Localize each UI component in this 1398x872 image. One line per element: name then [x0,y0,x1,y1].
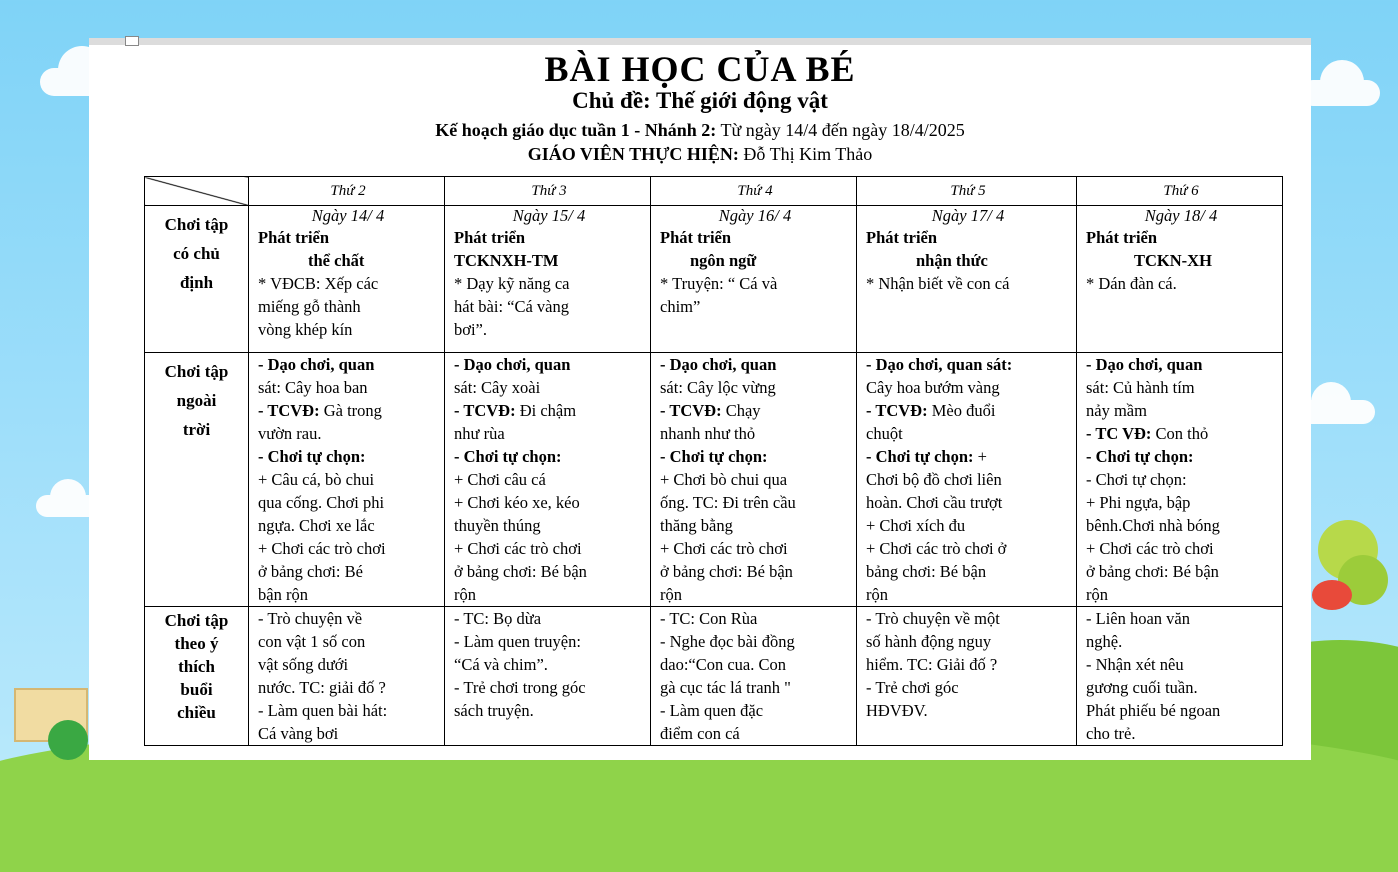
cell-text: - TCVĐ: [258,401,320,420]
cell-text: - TC VĐ: [1086,424,1152,443]
cell-text: sát: [454,378,477,397]
cell-line: - Dạo chơi, quan sát: [866,355,1013,374]
area-label: Phát triển [866,228,938,247]
cell-line: - Nhận xét nêu [1086,655,1184,674]
cell-line: * Truyện: “ Cá và [660,274,778,293]
cell-line: con vật 1 số con [258,632,366,651]
area-label: thể chất [308,251,365,270]
cell-line: “Cá và chim”. [454,655,548,674]
cell-line: - Trẻ chơi trong góc [454,678,586,697]
cell-text: Cây hoa ban [280,378,368,397]
cell-text: Gà trong [319,401,382,420]
cell-line: như rùa [454,424,505,443]
cell-line: - Trẻ chơi góc [866,678,959,697]
area-label: ngôn ngữ [690,251,757,270]
table-row [145,206,1283,353]
cell-line: - Chơi tự chọn: [1086,470,1187,489]
table-cell [445,607,651,746]
cell-line: - Chơi tự chọn: [454,447,562,466]
cell-line: + Chơi các trò chơi [258,539,386,558]
cell-text: Con thỏ [1151,424,1209,443]
cell-line: gương cuối tuần. [1086,678,1198,697]
table-cell [651,607,857,746]
cell-line: * Dán đàn cá. [1086,274,1177,293]
row-header-line: Chơi tập [164,611,229,630]
table-cell [1077,353,1283,607]
area-label: TCKN-XH [1134,251,1212,270]
date-label: Ngày 14/ 4 [311,206,385,225]
cell-line: HĐVĐV. [866,701,928,720]
cell-line: - TC: Bọ dừa [454,609,542,628]
cloud-decoration [1300,80,1380,106]
page-edge [89,38,1311,45]
cell-line: rộn [1086,585,1108,604]
cell-line: - Chơi tự chọn: [1086,447,1194,466]
cell-line: qua cống. Chơi phi [258,493,385,512]
cell-line: + Chơi bò chui qua [660,470,788,489]
table-cell [651,353,857,607]
table-cell [445,353,651,607]
table-row [145,353,1283,607]
row-header-line: buổi [180,680,213,699]
teacher-label: GIÁO VIÊN THỰC HIỆN: [527,144,739,164]
cell-line: nhanh như thỏ [660,424,756,443]
cell-line: Chơi bộ đồ chơi liên [866,470,1002,489]
anchor-icon [125,36,139,46]
cell-line: + Câu cá, bò chui [258,470,375,489]
cell-line: + Chơi các trò chơi [1086,539,1214,558]
area-label: Phát triển [660,228,732,247]
cell-line: - Trò chuyện về [258,609,363,628]
cell-line: sách truyện. [454,701,534,720]
date-label: Ngày 16/ 4 [718,206,792,225]
date-label: Ngày 18/ 4 [1144,206,1218,225]
cell-line: + Chơi các trò chơi [454,539,582,558]
cell-line: ngựa. Chơi xe lắc [258,516,375,535]
cell-text: sát: [1086,378,1109,397]
table-cell [249,607,445,746]
cell-line: nước. TC: giải đố ? [258,678,386,697]
row-header [145,353,249,607]
cell-line: vật sống dưới [258,655,349,674]
row-header-line: theo ý [174,634,219,653]
cell-line: - Làm quen đặc [660,701,764,720]
row-header-line: trời [182,420,211,439]
table-cell [857,607,1077,746]
cell-text: + [973,447,987,466]
cell-line: hoàn. Chơi cầu trượt [866,493,1003,512]
area-label: Phát triển [1086,228,1158,247]
cell-line: ở bảng chơi: Bé bận [454,562,587,581]
cell-line: Phát phiếu bé ngoan [1086,701,1221,720]
table-cell [857,206,1077,353]
cell-line: ở bảng chơi: Bé [258,562,363,581]
cell-text: - TCVĐ: [866,401,928,420]
day-header: Thứ 4 [651,177,857,206]
cell-text: - TCVĐ: [660,401,722,420]
row-header-line: có chủ [173,244,220,263]
plan-line [89,120,1311,141]
cell-line: Cây hoa bướm vàng [866,378,1000,397]
page-subtitle: Chủ đề: Thế giới động vật [572,88,828,113]
cell-text: sát: [258,378,281,397]
cell-line: - Dạo chơi, quan [1086,355,1203,374]
cell-line: Cá vàng bơi [258,724,339,743]
cell-text: Mèo đuổi [927,401,996,420]
date-label: Ngày 17/ 4 [931,206,1005,225]
cell-line: ống. TC: Đi trên cầu [660,493,796,512]
area-label: Phát triển [454,228,526,247]
cell-line: * Dạy kỹ năng ca [454,274,570,293]
cell-line: rộn [454,585,476,604]
cell-line: bận rộn [258,585,308,604]
cell-line: điểm con cá [660,724,740,743]
cell-line: - Chơi tự chọn: [660,447,768,466]
cell-text: sát: [660,378,683,397]
tree-decoration [1312,580,1352,610]
cell-line: + Chơi xích đu [866,516,966,535]
row-header-line: Chơi tập [164,215,229,234]
cell-line: + Chơi câu cá [454,470,546,489]
cell-line: + Chơi các trò chơi ở [866,539,1007,558]
cell-line: - TC: Con Rùa [660,609,758,628]
teacher-line [89,144,1311,165]
cell-line: bảng chơi: Bé bận [866,562,987,581]
cell-line: - Dạo chơi, quan [660,355,777,374]
cell-line: + Chơi các trò chơi [660,539,788,558]
cell-line: * Nhận biết về con cá [866,274,1010,293]
cell-line: - Làm quen bài hát: [258,701,388,720]
cell-line: rộn [866,585,888,604]
row-header-line: định [179,273,214,292]
table-row [145,607,1283,746]
row-header-line: Chơi tập [164,362,229,381]
day-header: Thứ 5 [857,177,1077,206]
plan-label: Kế hoạch giáo dục tuần 1 - Nhánh 2: [435,120,717,140]
cell-text: Chạy [721,401,761,420]
table-cell [1077,607,1283,746]
bush-decoration [48,720,88,760]
plan-dates: Từ ngày 14/4 đến ngày 18/4/2025 [720,120,965,140]
row-header-line: chiều [177,703,216,722]
table-cell [651,206,857,353]
cell-line: - Chơi tự chọn: [258,447,366,466]
row-header [145,607,249,746]
table-cell [249,353,445,607]
cell-line: - Liên hoan văn [1086,609,1191,628]
row-header-line: ngoài [176,391,217,410]
cell-line: * VĐCB: Xếp các [258,274,379,293]
table-cell [445,206,651,353]
cell-line: ở bảng chơi: Bé bận [660,562,793,581]
cell-line: hiểm. TC: Giải đố ? [866,655,998,674]
cell-line: hát bài: “Cá vàng [454,297,570,316]
cell-line: + Chơi kéo xe, kéo [454,493,580,512]
schedule-table [144,176,1283,746]
cell-line: - Dạo chơi, quan [258,355,375,374]
cell-line: nảy mầm [1086,401,1147,420]
cell-line: chuột [866,424,903,443]
area-label: TCKNXH-TM [454,251,559,270]
cell-line: dao:“Con cua. Con [660,655,787,674]
cell-text: - TCVĐ: [454,401,516,420]
cell-line: vòng khép kín [258,320,353,339]
cell-line: - Làm quen truyện: [454,632,581,651]
date-label: Ngày 15/ 4 [512,206,586,225]
table-row [145,177,1283,206]
cell-line: gà cục tác lá tranh " [660,678,791,697]
cell-text: - Chơi tự chọn: [866,447,974,466]
cell-line: nghệ. [1086,632,1123,651]
page-title: BÀI HỌC CỦA BÉ [544,49,856,89]
cell-text: Đi chậm [515,401,577,420]
cell-line: vườn rau. [258,424,322,443]
cell-text: Củ hành tím [1108,378,1195,397]
cell-line: bơi”. [454,320,488,339]
area-label: nhận thức [916,251,988,270]
cell-text: Cây xoài [476,378,541,397]
cell-line: thuyền thúng [454,516,541,535]
cell-line: thăng bằng [660,516,733,535]
row-header-line: thích [178,657,215,676]
cell-line: - Dạo chơi, quan [454,355,571,374]
day-header: Thứ 3 [445,177,651,206]
row-header [145,206,249,353]
cell-line: miếng gỗ thành [258,297,361,316]
cell-line: - Trò chuyện về một [866,609,1000,628]
cell-line: + Phi ngựa, bập [1086,493,1191,512]
day-header: Thứ 2 [249,177,445,206]
cell-line: rộn [660,585,682,604]
teacher-name: Đỗ Thị Kim Thảo [743,144,873,164]
corner-cell [145,177,249,206]
cell-line: - Nghe đọc bài đồng [660,632,795,651]
cell-line: bênh.Chơi nhà bóng [1086,516,1220,535]
cell-line: số hành động nguy [866,632,992,651]
table-cell [857,353,1077,607]
area-label: Phát triển [258,228,330,247]
cell-line: cho trẻ. [1086,724,1136,743]
table-cell [249,206,445,353]
cell-text: Cây lộc vừng [682,378,776,397]
cell-line: chim” [660,297,701,316]
cell-line: ở bảng chơi: Bé bận [1086,562,1219,581]
day-header: Thứ 6 [1077,177,1283,206]
table-cell [1077,206,1283,353]
